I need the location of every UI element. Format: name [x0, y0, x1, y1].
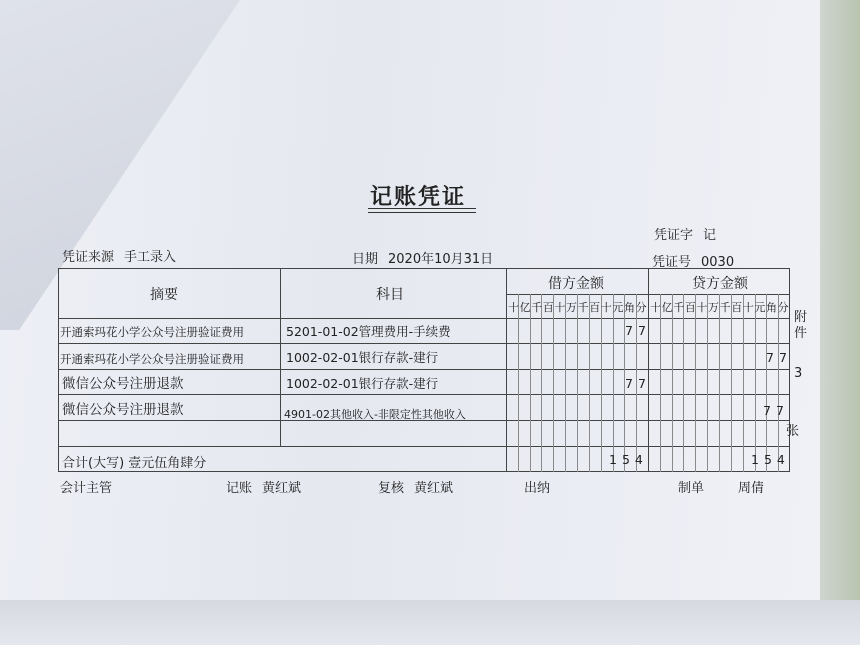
- table-line: [58, 343, 790, 344]
- row-account: 1002-02-01银行存款-建行: [286, 376, 439, 391]
- digit-line: [613, 294, 614, 472]
- row-account: 4901-02其他收入-非限定性其他收入: [284, 408, 466, 421]
- table-line: [58, 268, 790, 269]
- table-line: [58, 318, 790, 319]
- table-line: [58, 268, 59, 472]
- header-credit: 贷方金额: [692, 276, 748, 292]
- footer-cashier: [524, 477, 550, 496]
- footer-preparer-name: 周倩: [738, 481, 765, 496]
- row-summary: 微信公众号注册退款: [62, 402, 184, 418]
- table-line: [280, 268, 281, 446]
- footer-supervisor-label: 会计主管: [60, 481, 113, 496]
- total-label: 合计(大写) 壹元伍角肆分: [62, 456, 207, 471]
- table-line: [648, 268, 649, 472]
- digit-line: [778, 294, 779, 472]
- header-summary: 摘要: [150, 287, 178, 303]
- table-line: [58, 446, 790, 447]
- voucher-number-label: 凭证号: [652, 255, 692, 270]
- footer-bookkeeper-name: 黄红斌: [262, 481, 302, 496]
- footer-reviewer-label: 复核: [378, 481, 405, 496]
- digit-line: [683, 294, 684, 472]
- voucher-source-label: 凭证来源: [62, 250, 115, 265]
- attachment-label-1: 附: [794, 310, 808, 325]
- row-summary: 开通索玛花小学公众号注册验证费用: [60, 325, 244, 339]
- digit-line: [660, 294, 661, 472]
- table-line: [58, 471, 790, 472]
- voucher-word-label: 凭证字: [654, 228, 694, 243]
- voucher-number-value: 0030: [701, 255, 735, 270]
- table-line: [506, 268, 507, 472]
- digit-line: [601, 294, 602, 472]
- footer-preparer: [678, 477, 764, 496]
- row-summary: 开通索玛花小学公众号注册验证费用: [60, 352, 244, 366]
- digit-line: [565, 294, 566, 472]
- footer-bookkeeper-label: 记账: [226, 481, 253, 496]
- voucher-word-value: 记: [703, 228, 717, 243]
- row-debit: 77: [625, 376, 651, 391]
- header-account: 科目: [376, 287, 404, 303]
- voucher-table: [58, 268, 790, 472]
- footer-reviewer: [378, 477, 453, 496]
- digit-line: [518, 294, 519, 472]
- total-credit: 154: [751, 452, 790, 467]
- row-credit: 77: [763, 403, 789, 418]
- footer-bookkeeper: [226, 477, 301, 496]
- digit-line: [719, 294, 720, 472]
- title-underline: [368, 212, 476, 213]
- attachment-count: 3: [794, 366, 803, 381]
- row-debit: 77: [625, 323, 651, 338]
- row-summary: 微信公众号注册退款: [62, 376, 184, 392]
- digit-line: [743, 294, 744, 472]
- row-credit: 77: [766, 350, 792, 365]
- voucher-source: [62, 246, 176, 265]
- voucher-source-value: 手工录入: [124, 250, 177, 265]
- digit-line: [695, 294, 696, 472]
- digit-line: [530, 294, 531, 472]
- table-line: [58, 369, 790, 370]
- attachment-label-2: 件: [794, 326, 808, 341]
- digit-line: [731, 294, 732, 472]
- background-edge: [820, 0, 860, 645]
- header-debit: 借方金额: [548, 276, 604, 292]
- voucher-title: 记账凭证: [370, 185, 467, 210]
- footer-cashier-label: 出纳: [524, 481, 551, 496]
- voucher-word: [654, 224, 716, 243]
- debit-digit-header: 十亿千百十万千百十元角分: [508, 301, 648, 314]
- table-line: [58, 394, 790, 395]
- credit-digit-header: 十亿千百十万千百十元角分: [650, 301, 790, 314]
- voucher-date-label: 日期: [352, 252, 379, 267]
- digit-line: [577, 294, 578, 472]
- voucher-date-value: 2020年10月31日: [388, 252, 494, 267]
- digit-line: [755, 294, 756, 472]
- digit-line: [589, 294, 590, 472]
- attachment-unit: 张: [786, 424, 800, 439]
- next-sheet: [0, 600, 860, 645]
- row-account: 5201-01-02管理费用-手续费: [286, 324, 451, 339]
- digit-line: [541, 294, 542, 472]
- row-account: 1002-02-01银行存款-建行: [286, 350, 439, 365]
- title-underline: [368, 208, 476, 209]
- footer-preparer-label: 制单: [678, 481, 705, 496]
- digit-line: [707, 294, 708, 472]
- voucher-date: [352, 248, 493, 267]
- total-debit: 154: [609, 452, 648, 467]
- digit-line: [766, 294, 767, 472]
- digit-line: [553, 294, 554, 472]
- footer-supervisor: [60, 477, 112, 496]
- footer-reviewer-name: 黄红斌: [414, 481, 454, 496]
- digit-line: [672, 294, 673, 472]
